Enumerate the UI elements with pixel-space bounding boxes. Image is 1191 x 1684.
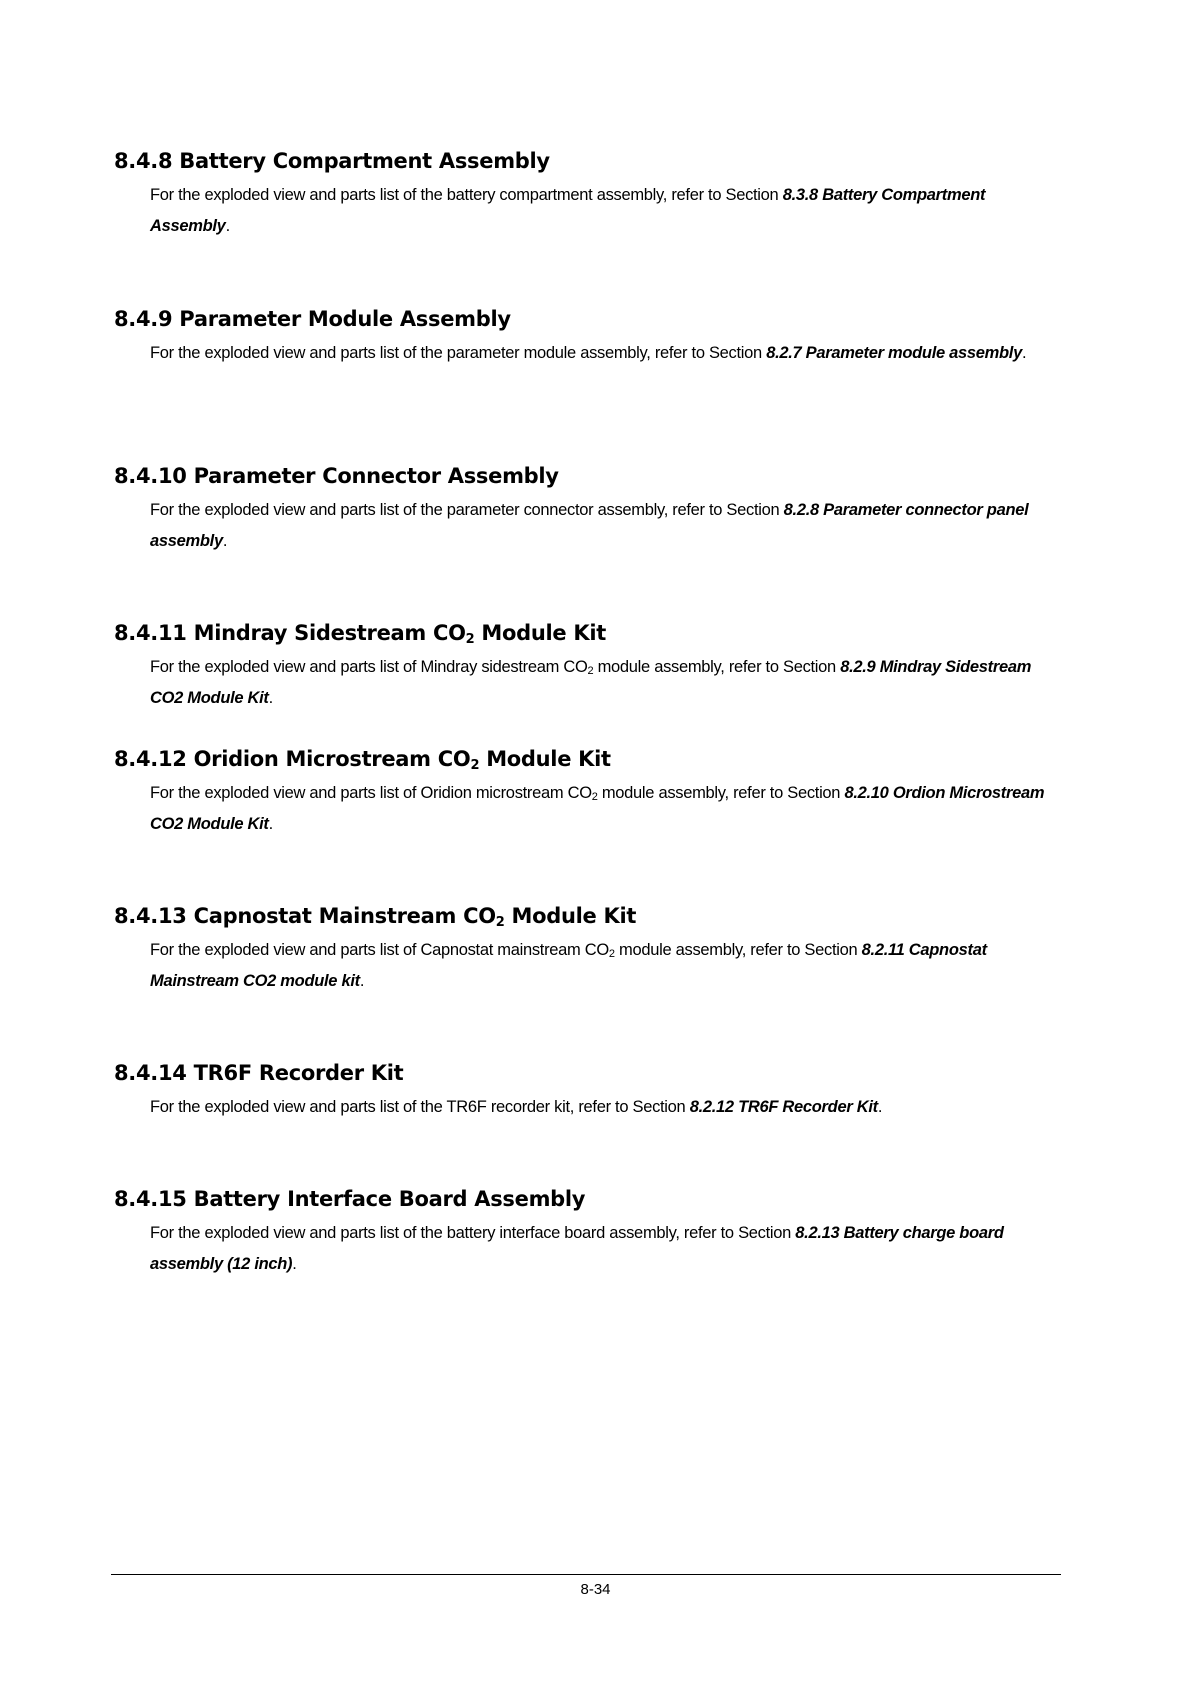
section-reference-link[interactable]: 8.2.10 Ordion Microstream CO2 Module Kit <box>150 784 1045 833</box>
body-subscript: 2 <box>587 665 594 677</box>
section-reference-link[interactable]: 8.2.9 Mindray Sidestream CO2 Module Kit <box>150 658 1032 707</box>
section-heading: 8.4.9 Parameter Module Assembly <box>114 307 511 331</box>
section-body <box>114 778 1064 840</box>
body-period: . <box>877 1098 883 1116</box>
body-text: For the exploded view and parts list of Mindray sidestream CO <box>150 658 588 676</box>
section-heading: 8.4.10 Parameter Connector Assembly <box>114 464 559 488</box>
section-heading <box>114 746 1064 772</box>
section-reference-link[interactable]: 8.2.7 Parameter module assembly <box>766 344 1022 362</box>
body-period: . <box>225 217 230 235</box>
body-text: For the exploded view and parts list of the parameter module assembly, refer to Section <box>150 344 767 362</box>
section-8-4-14 <box>114 1060 1064 1123</box>
section-heading <box>114 620 1064 646</box>
footer-divider <box>111 1574 1061 1575</box>
body-text-continued: module assembly, refer to Section <box>597 784 845 802</box>
section-body <box>114 338 1064 369</box>
page-number: 8-34 <box>580 1581 611 1598</box>
body-subscript: 2 <box>591 791 598 803</box>
section-heading: 8.4.14 TR6F Recorder Kit <box>114 1061 404 1085</box>
section-heading: 8.4.8 Battery Compartment Assembly <box>114 149 550 173</box>
heading-text: 8.4.12 Oridion Microstream CO <box>114 747 471 771</box>
section-8-4-9 <box>114 306 1064 369</box>
section-reference-link[interactable]: 8.3.8 Battery Compartment Assembly <box>150 186 986 235</box>
body-text-continued: module assembly, refer to Section <box>614 941 862 959</box>
section-body <box>114 495 1064 557</box>
section-body <box>114 935 1064 997</box>
body-period: . <box>292 1255 297 1273</box>
heading-subscript: 2 <box>465 632 475 647</box>
section-reference-link[interactable]: 8.2.8 Parameter connector panel assembly <box>150 501 1029 550</box>
heading-subscript: 2 <box>470 758 480 773</box>
body-period: . <box>1021 344 1027 362</box>
section-reference-link[interactable]: 8.2.13 Battery charge board assembly (12 inch) <box>150 1224 1004 1273</box>
body-period: . <box>268 689 273 707</box>
section-body <box>114 652 1064 714</box>
heading-text-end: Module Kit <box>479 747 611 771</box>
section-body <box>114 1218 1064 1280</box>
body-subscript: 2 <box>608 948 615 960</box>
heading-text: 8.4.13 Capnostat Mainstream CO <box>114 904 496 928</box>
section-body <box>114 180 1064 242</box>
section-heading: 8.4.15 Battery Interface Board Assembly <box>114 1187 586 1211</box>
body-text: For the exploded view and parts list of Oridion microstream CO <box>150 784 592 802</box>
body-text: For the exploded view and parts list of Capnostat mainstream CO <box>150 941 609 959</box>
body-period: . <box>268 815 273 833</box>
section-8-4-15 <box>114 1186 1064 1280</box>
section-8-4-8 <box>114 148 1064 242</box>
body-text: For the exploded view and parts list of the TR6F recorder kit, refer to Section <box>150 1098 690 1116</box>
section-body <box>114 1092 1064 1123</box>
section-heading <box>114 903 1064 929</box>
section-8-4-11 <box>114 620 1064 714</box>
heading-text-end: Module Kit <box>474 621 606 645</box>
heading-text-end: Module Kit <box>504 904 637 928</box>
section-reference-link[interactable]: 8.2.11 Capnostat Mainstream CO2 module kit <box>150 941 987 990</box>
body-text: For the exploded view and parts list of the battery interface board assembly, refer to Section <box>150 1224 796 1242</box>
heading-subscript: 2 <box>495 915 505 930</box>
body-period: . <box>222 532 228 550</box>
body-text: For the exploded view and parts list of the parameter connector assembly, refer to Section <box>150 501 784 519</box>
section-8-4-12 <box>114 746 1064 840</box>
section-8-4-13 <box>114 903 1064 997</box>
body-period: . <box>359 972 365 990</box>
section-8-4-10 <box>114 463 1064 557</box>
body-text: For the exploded view and parts list of the battery compartment assembly, refer to Section <box>150 186 783 204</box>
section-reference-link[interactable]: 8.2.12 TR6F Recorder Kit <box>689 1098 878 1116</box>
heading-text: 8.4.11 Mindray Sidestream CO <box>114 621 466 645</box>
body-text-continued: module assembly, refer to Section <box>593 658 841 676</box>
